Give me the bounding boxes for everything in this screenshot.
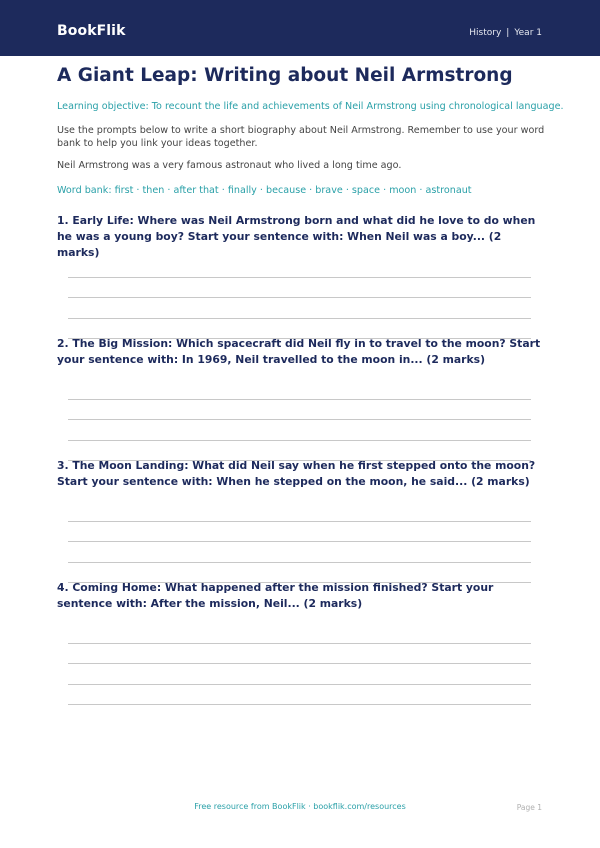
answer-line-2c[interactable] (68, 440, 531, 441)
answer-line-1b[interactable] (68, 297, 531, 298)
learning-objective: Learning objective: To recount the life and achievements of Neil Armstrong using chronological language. (57, 101, 564, 112)
page-title: A Giant Leap: Writing about Neil Armstrong (57, 65, 513, 86)
question-3: 3. The Moon Landing: What did Neil say when he first stepped onto the moon? Start your sentence with: When he stepped on the moon, he said... (2 marks) (57, 459, 536, 488)
subject-label: History (469, 28, 502, 38)
footer-link[interactable]: Free resource from BookFlik · bookflik.com/resources (194, 802, 406, 811)
answer-line-4a[interactable] (68, 643, 531, 644)
answer-line-2b[interactable] (68, 419, 531, 420)
answer-line-4b[interactable] (68, 663, 531, 664)
answer-line-2a[interactable] (68, 399, 531, 400)
answer-line-3a[interactable] (68, 521, 531, 522)
page-header (0, 0, 600, 56)
word-bank: Word bank: first · then · after that · finally · because · brave · space · moon · astronaut (57, 185, 472, 196)
answer-line-3b[interactable] (68, 541, 531, 542)
question-2: 2. The Big Mission: Which spacecraft did Neil fly in to travel to the moon? Start your sentence with: In 1969, Neil travelled to the moon in... (2 marks) (57, 337, 541, 366)
header-meta (469, 28, 542, 38)
answer-line-1a[interactable] (68, 277, 531, 278)
answer-line-4d[interactable] (68, 704, 531, 705)
question-1: 1. Early Life: Where was Neil Armstrong born and what did he love to do when he was a young boy? Start your sentence with: When Neil was a boy... (2 marks) (57, 214, 536, 259)
answer-line-3c[interactable] (68, 562, 531, 563)
answer-line-1c[interactable] (68, 318, 531, 319)
meta-separator: | (506, 28, 510, 38)
instructions: Use the prompts below to write a short biography about Neil Armstrong. Remember to use your word bank to help you link your ideas together. (57, 125, 545, 149)
page-number: Page 1 (516, 803, 542, 812)
year-label: Year 1 (514, 28, 542, 38)
answer-line-4c[interactable] (68, 684, 531, 685)
brand-logo[interactable]: BookFlik (57, 23, 126, 39)
intro-sentence: Neil Armstrong was a very famous astronaut who lived a long time ago. (57, 160, 402, 171)
question-4: 4. Coming Home: What happened after the mission finished? Start your sentence with: After the mission, Neil... (2 marks) (57, 581, 494, 610)
